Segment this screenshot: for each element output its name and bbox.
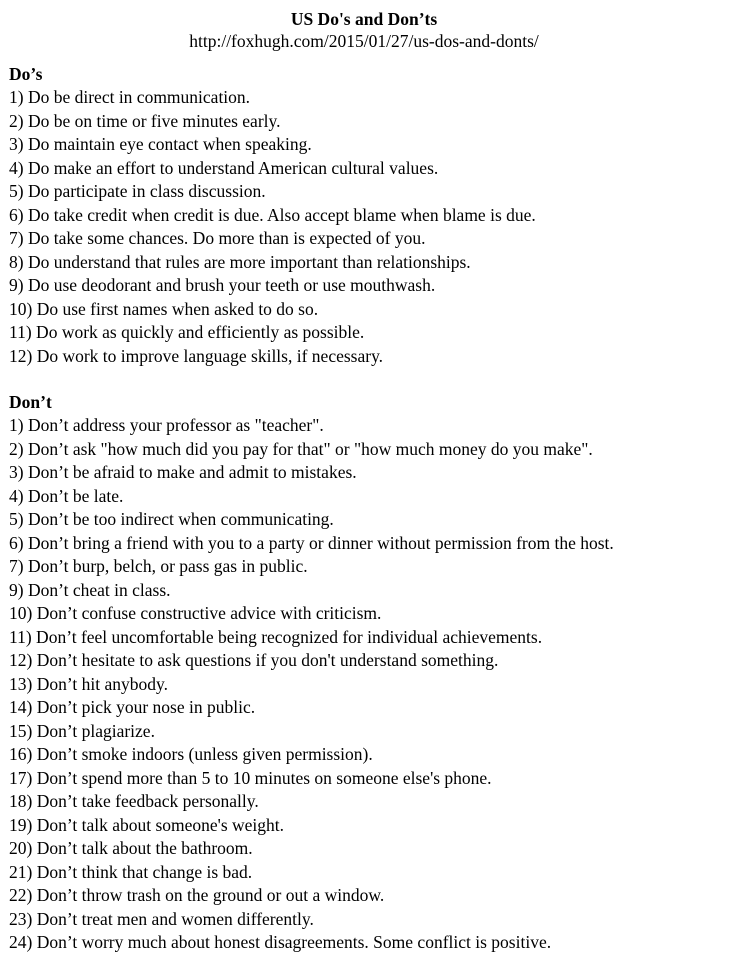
dos-item: 1) Do be direct in communication. bbox=[9, 87, 251, 107]
dos-item: 11) Do work as quickly and efficiently as possible. bbox=[9, 322, 365, 342]
donts-item: 23) Don’t treat men and women differently. bbox=[9, 908, 314, 929]
source-url: http://foxhugh.com/2015/01/27/us-dos-and-donts/ bbox=[189, 31, 539, 51]
dos-item: 7) Do take some chances. Do more than is expected of you. bbox=[9, 228, 426, 248]
dos-item: 12) Do work to improve language skills, if necessary. bbox=[9, 345, 384, 366]
donts-item: 18) Don’t take feedback personally. bbox=[9, 791, 259, 811]
dos-section bbox=[9, 63, 719, 368]
section-spacer bbox=[9, 368, 719, 391]
donts-heading: Don’t bbox=[9, 392, 52, 412]
donts-item: 3) Don’t be afraid to make and admit to mistakes. bbox=[9, 462, 357, 482]
donts-item: 20) Don’t talk about the bathroom. bbox=[9, 838, 253, 858]
donts-item: 15) Don’t plagiarize. bbox=[9, 720, 155, 741]
donts-item: 19) Don’t talk about someone's weight. bbox=[9, 814, 285, 835]
dos-item: 8) Do understand that rules are more important than relationships. bbox=[9, 251, 471, 272]
donts-item: 11) Don’t feel uncomfortable being recognized for individual achievements. bbox=[9, 626, 543, 647]
donts-item: 4) Don’t be late. bbox=[9, 485, 124, 506]
donts-item: 21) Don’t think that change is bad. bbox=[9, 861, 253, 882]
donts-list bbox=[9, 414, 719, 955]
dos-list bbox=[9, 86, 719, 368]
donts-item: 6) Don’t bring a friend with you to a party or dinner without permission from the host. bbox=[9, 532, 614, 553]
donts-item: 12) Don’t hesitate to ask questions if you don't understand something. bbox=[9, 650, 499, 670]
donts-item: 5) Don’t be too indirect when communicating. bbox=[9, 509, 334, 529]
donts-item: 22) Don’t throw trash on the ground or out a window. bbox=[9, 885, 385, 905]
dos-item: 9) Do use deodorant and brush your teeth or use mouthwash. bbox=[9, 275, 436, 295]
donts-item: 17) Don’t spend more than 5 to 10 minutes on someone else's phone. bbox=[9, 767, 492, 788]
document-title: US Do's and Don’ts bbox=[290, 9, 438, 29]
dos-item: 5) Do participate in class discussion. bbox=[9, 181, 266, 201]
donts-section bbox=[9, 391, 719, 955]
dos-item: 10) Do use first names when asked to do so. bbox=[9, 298, 319, 319]
donts-item: 9) Don’t cheat in class. bbox=[9, 579, 171, 600]
donts-item: 7) Don’t burp, belch, or pass gas in public. bbox=[9, 556, 308, 576]
dos-heading: Do’s bbox=[9, 64, 43, 84]
donts-item: 16) Don’t smoke indoors (unless given permission). bbox=[9, 744, 373, 764]
donts-item: 14) Don’t pick your nose in public. bbox=[9, 697, 256, 717]
donts-item: 24) Don’t worry much about honest disagreements. Some conflict is positive. bbox=[9, 932, 552, 952]
donts-item: 10) Don’t confuse constructive advice with criticism. bbox=[9, 603, 382, 623]
dos-item: 3) Do maintain eye contact when speaking. bbox=[9, 134, 312, 154]
donts-item: 1) Don’t address your professor as "teacher". bbox=[9, 415, 324, 435]
dos-item: 2) Do be on time or five minutes early. bbox=[9, 110, 281, 131]
dos-item: 6) Do take credit when credit is due. Also accept blame when blame is due. bbox=[9, 204, 536, 225]
dos-item: 4) Do make an effort to understand American cultural values. bbox=[9, 157, 439, 178]
donts-item: 2) Don’t ask "how much did you pay for that" or "how much money do you make". bbox=[9, 438, 593, 459]
donts-item: 13) Don’t hit anybody. bbox=[9, 673, 168, 694]
